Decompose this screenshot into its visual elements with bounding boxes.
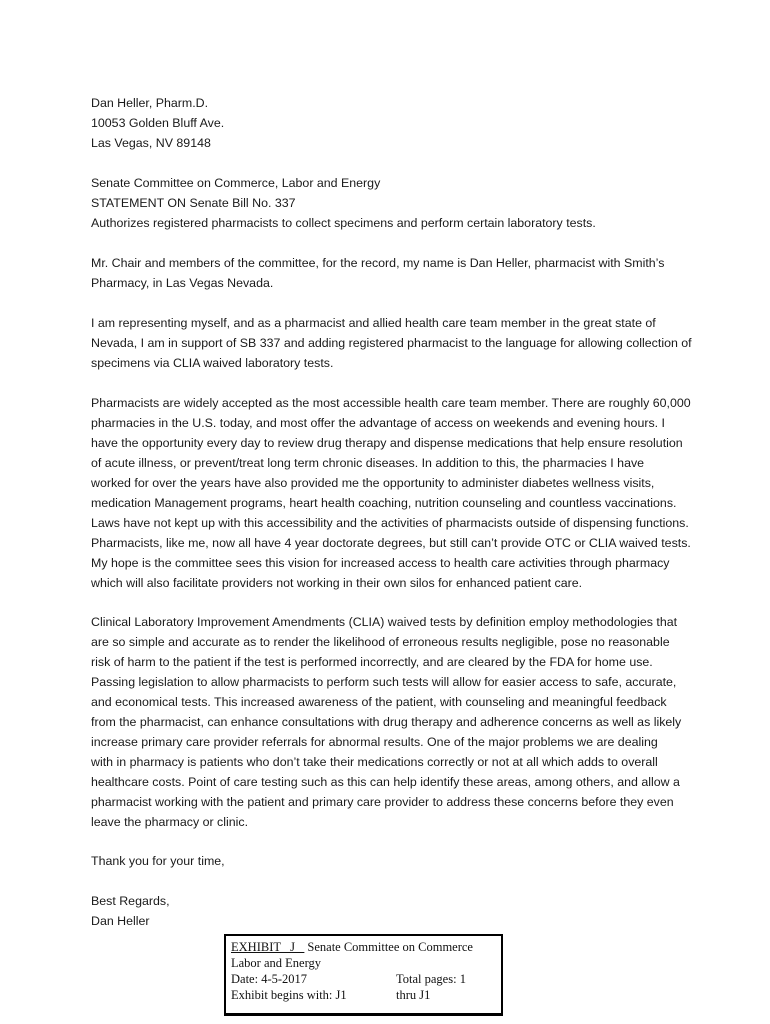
paragraph-line: which will also facilitate providers not working in their own silos for enhanced patient care.	[91, 576, 583, 590]
sender-address	[91, 93, 731, 153]
paragraph-intro	[91, 253, 731, 293]
exhibit-date: Date: 4-5-2017	[231, 972, 308, 986]
paragraph-line: of acute illness, or prevent/treat long term chronic diseases. In addition to this, the pharmacies I have	[91, 456, 645, 470]
paragraph-accessibility	[91, 393, 731, 593]
signature-name: Dan Heller	[91, 914, 150, 928]
paragraph-line: worked for over the years have also provided me the opportunity to administer diabetes wellness visits,	[91, 476, 655, 490]
paragraph-clia	[91, 612, 731, 832]
committee-name: Senate Committee on Commerce, Labor and Energy	[91, 176, 381, 190]
exhibit-row-4	[231, 987, 501, 1003]
paragraph-line: Pharmacists, like me, now all have 4 year doctorate degrees, but still can’t provide OTC or CLIA waived tests.	[91, 536, 691, 550]
paragraph-support	[91, 313, 731, 373]
bill-subject: Authorizes registered pharmacists to collect specimens and perform certain laboratory tests.	[91, 216, 596, 230]
paragraph-line: Nevada, I am in support of SB 337 and adding registered pharmacist to the language for allowing collection of	[91, 336, 692, 350]
paragraph-line: risk of harm to the patient if the test is performed incorrectly, and are cleared by the FDA for home use.	[91, 655, 653, 669]
exhibit-row-3	[231, 971, 501, 987]
sender-city: Las Vegas, NV 89148	[91, 136, 211, 150]
paragraph-line: Clinical Laboratory Improvement Amendments (CLIA) waived tests by definition employ methodologies that	[91, 615, 678, 629]
exhibit-stamp-box	[224, 934, 503, 1016]
exhibit-total-pages: Total pages: 1	[396, 972, 466, 986]
paragraph-line: and economical tests. This increased awareness of the patient, with counseling and meaningful feedback	[91, 695, 667, 709]
paragraph-line: My hope is the committee sees this vision for increased access to health care activities through pharmacy	[91, 556, 670, 570]
sender-street: 10053 Golden Bluff Ave.	[91, 116, 225, 130]
paragraph-line: Pharmacy, in Las Vegas Nevada.	[91, 276, 274, 290]
paragraph-line: Pharmacists are widely accepted as the most accessible health care team member. There are roughly 60,000	[91, 396, 691, 410]
paragraph-line: pharmacies in the U.S. today, and most offer the advantage of access on weekends and evening hours. I	[91, 416, 665, 430]
paragraph-line: Laws have not kept up with this accessibility and the activities of pharmacists outside of dispensing functions.	[91, 516, 689, 530]
regards-line: Best Regards,	[91, 894, 170, 908]
paragraph-line: healthcare costs. Point of care testing such as this can help identify these areas, among others, and allow a	[91, 775, 680, 789]
closing-signoff	[91, 891, 731, 931]
paragraph-line: with in pharmacy is patients who don’t take their medications correctly or not at all which adds to overall	[91, 755, 658, 769]
paragraph-line: are so simple and accurate as to render the likelihood of erroneous results negligible, pose no reasonable	[91, 635, 670, 649]
statement-heading	[91, 173, 731, 233]
paragraph-line: specimens via CLIA waived laboratory tests.	[91, 356, 334, 370]
exhibit-row-1	[231, 939, 501, 955]
paragraph-line: Mr. Chair and members of the committee, for the record, my name is Dan Heller, pharmacist with Smith’s	[91, 256, 665, 270]
paragraph-line: increase primary care provider referrals for abnormal results. One of the major problems we are dealing	[91, 735, 658, 749]
paragraph-line: from the pharmacist, can enhance consultations with drug therapy and adherence concerns as well as likely	[91, 715, 682, 729]
thanks-line: Thank you for your time,	[91, 854, 225, 868]
exhibit-committee-cont: Labor and Energy	[231, 956, 322, 970]
exhibit-row-2	[231, 955, 501, 971]
paragraph-line: Passing legislation to allow pharmacists to perform such tests will allow for easier access to safe, accurate,	[91, 675, 677, 689]
paragraph-line: have the opportunity every day to review drug therapy and dispense medications that help ensure resolution	[91, 436, 683, 450]
closing-thanks	[91, 851, 731, 871]
exhibit-committee: Senate Committee on Commerce	[307, 940, 473, 954]
paragraph-line: I am representing myself, and as a pharmacist and allied health care team member in the great state of	[91, 316, 656, 330]
sender-name: Dan Heller, Pharm.D.	[91, 96, 209, 110]
exhibit-thru: thru J1	[396, 988, 431, 1002]
paragraph-line: medication Management programs, heart health coaching, nutrition counseling and countless vaccinations.	[91, 496, 677, 510]
exhibit-label: EXHIBIT J	[231, 940, 305, 954]
statement-title: STATEMENT ON Senate Bill No. 337	[91, 196, 296, 210]
paragraph-line: pharmacist working with the patient and primary care provider to address these concerns before they even	[91, 795, 674, 809]
paragraph-line: leave the pharmacy or clinic.	[91, 815, 249, 829]
exhibit-begins: Exhibit begins with: J1	[231, 988, 347, 1002]
